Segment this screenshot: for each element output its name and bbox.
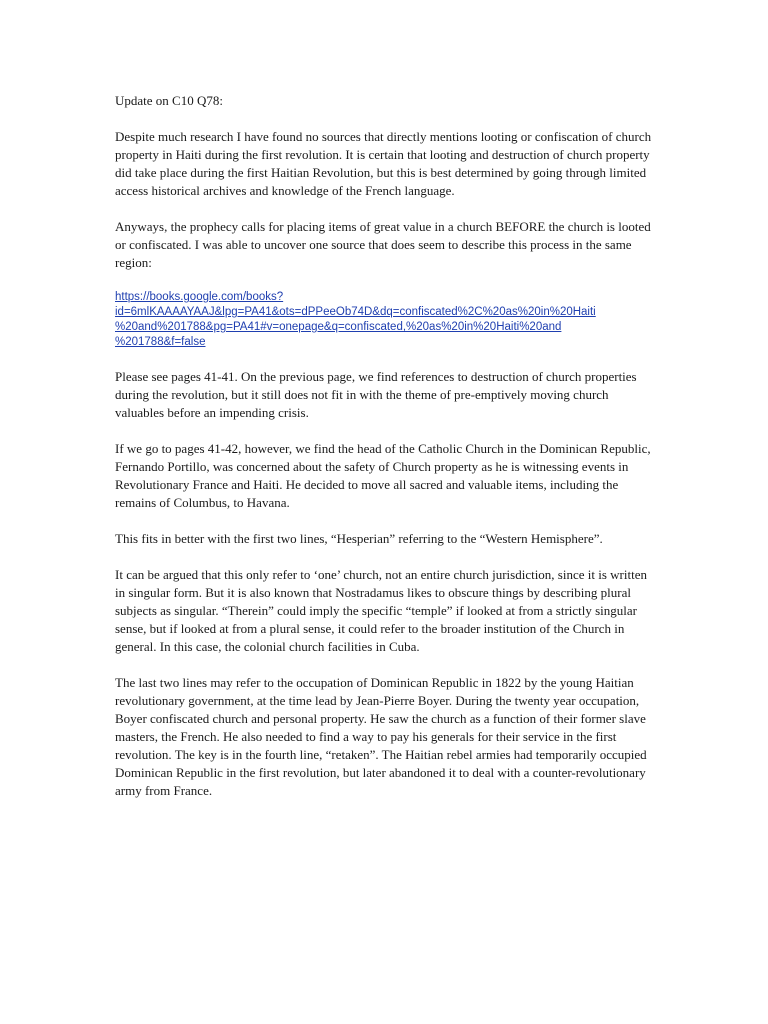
link-line: id=6mlKAAAAYAAJ&lpg=PA41&ots=dPPeeOb74D&dq=confiscated%2C%20as%20in%20Haiti xyxy=(115,306,596,318)
paragraph-research: Despite much research I have found no sources that directly mentions looting or confiscation of church property in Haiti during the first revolution. It is certain that looting and destruction of church property did take place during the first Haitian Revolution, but this is best determined by going through limited access historical archives and knowledge of the French language. xyxy=(115,129,652,198)
paragraph-pages-41-42: If we go to pages 41-42, however, we find the head of the Catholic Church in the Dominican Republic, Fernando Portillo, was concerned about the safety of Church property as he is witnessing events in Revolutionary France and Haiti. He decided to move all sacred and valuable items, including the remains of Columbus, to Havana. xyxy=(115,441,651,510)
google-books-link[interactable] xyxy=(115,290,655,350)
document-heading: Update on C10 Q78: xyxy=(115,93,223,108)
document-page xyxy=(115,92,655,818)
link-line: %201788&f=false xyxy=(115,336,206,348)
paragraph-pages-41: Please see pages 41-41. On the previous page, we find references to destruction of church properties during the revolution, but it still does not fit in with the theme of pre-emptively moving church valuables before an impending crisis. xyxy=(115,369,637,420)
link-line: https://books.google.com/books? xyxy=(115,291,284,303)
paragraph-singular: It can be argued that this only refer to ‘one’ church, not an entire church jurisdiction, since it is written in singular form. But it is also known that Nostradamus likes to obscure things by describing plural subjects as singular. “Therein” could imply the specific “temple” if looked at from a strictly singular sense, but if looked at from a plural sense, it could refer to the broader institution of the Church in general. In this case, the colonial church facilities in Cuba. xyxy=(115,567,647,654)
paragraph-hesperian: This fits in better with the first two lines, “Hesperian” referring to the “Western Hemisphere”. xyxy=(115,531,603,546)
paragraph-occupation: The last two lines may refer to the occupation of Dominican Republic in 1822 by the young Haitian revolutionary government, at the time lead by Jean-Pierre Boyer. During the twenty year occupation, Boyer confiscated church and personal property. He saw the church as a function of their former slave masters, the French. He also needed to find a way to pay his generals for their service in the first revolution. The key is in the fourth line, “retaken”. The Haitian rebel armies had temporarily occupied Dominican Republic in the first revolution, but later abandoned it to deal with a counter-revolutionary army from France. xyxy=(115,675,647,798)
paragraph-prophecy: Anyways, the prophecy calls for placing items of great value in a church BEFORE the church is looted or confiscated. I was able to uncover one source that does seem to describe this process in the same region: xyxy=(115,219,651,270)
link-line: %20and%201788&pg=PA41#v=onepage&q=confiscated,%20as%20in%20Haiti%20and xyxy=(115,321,562,333)
